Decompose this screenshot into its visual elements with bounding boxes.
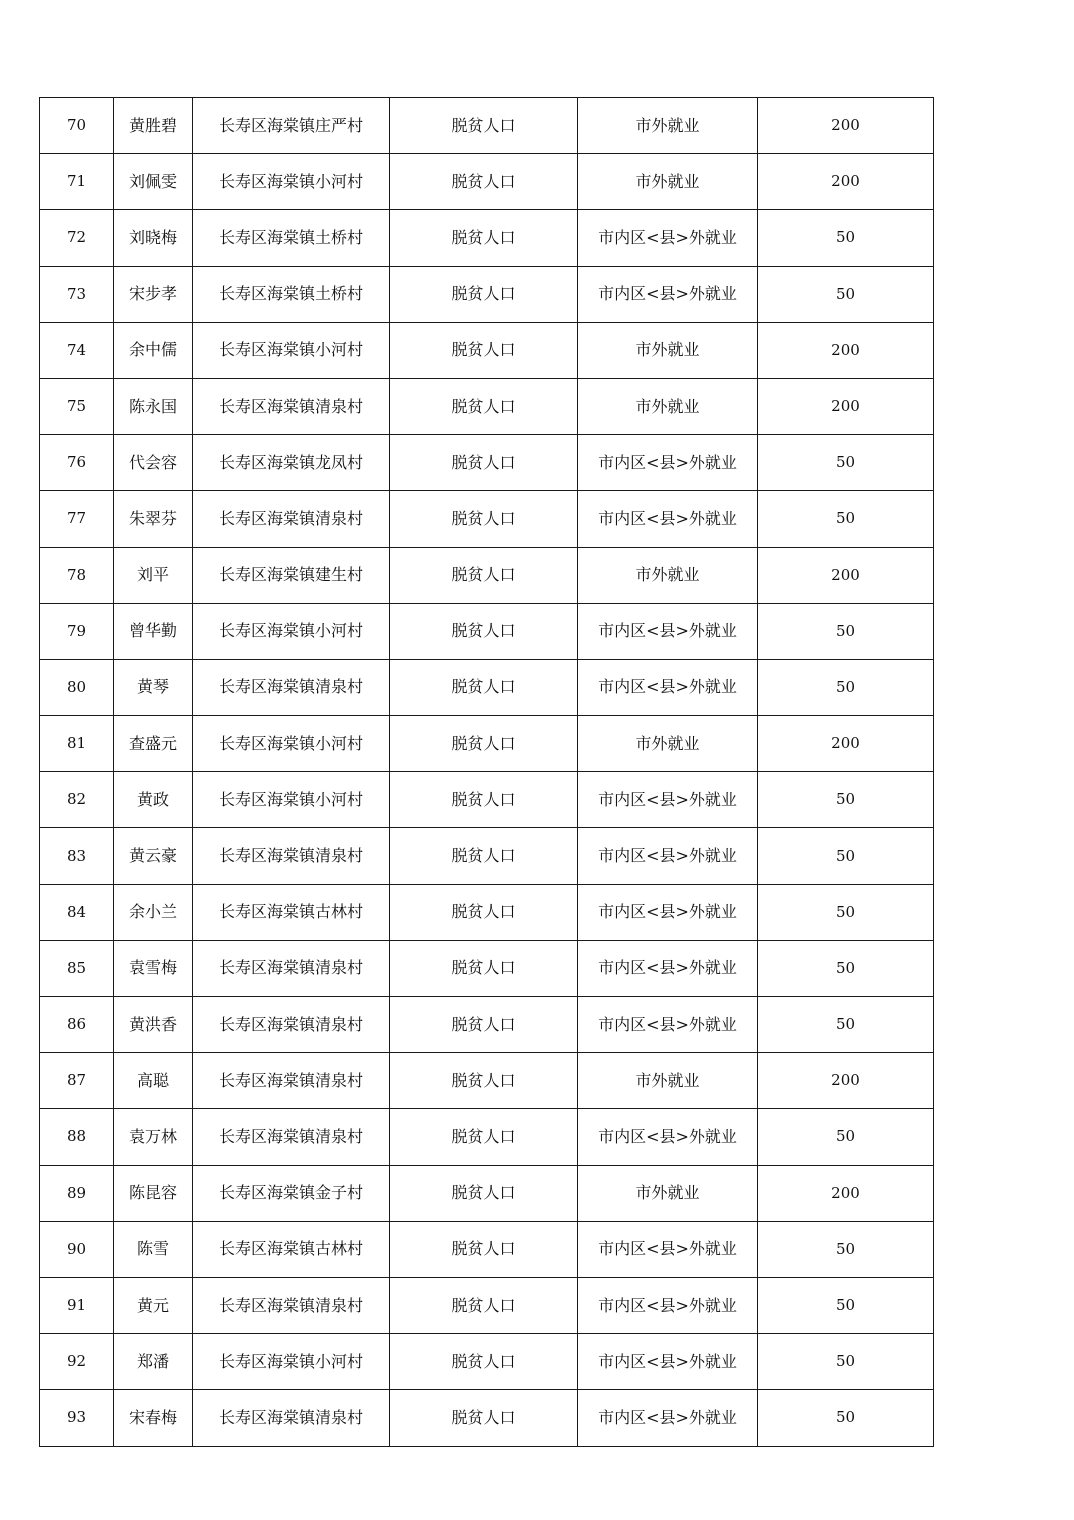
cell-name: 黄洪香 <box>114 997 193 1053</box>
table-row <box>40 378 934 434</box>
cell-no: 78 <box>40 547 114 603</box>
cell-amount: 50 <box>758 1390 934 1446</box>
cell-amount: 200 <box>758 716 934 772</box>
cell-address: 长寿区海棠镇金子村 <box>193 1165 390 1221</box>
table-row <box>40 547 934 603</box>
cell-name: 黄胜碧 <box>114 98 193 154</box>
table-row <box>40 772 934 828</box>
cell-category: 脱贫人口 <box>390 378 578 434</box>
cell-category: 脱贫人口 <box>390 1390 578 1446</box>
cell-no: 82 <box>40 772 114 828</box>
cell-category: 脱贫人口 <box>390 1277 578 1333</box>
cell-employment: 市外就业 <box>578 98 758 154</box>
cell-no: 83 <box>40 828 114 884</box>
cell-amount: 50 <box>758 1221 934 1277</box>
cell-name: 代会容 <box>114 435 193 491</box>
cell-address: 长寿区海棠镇建生村 <box>193 547 390 603</box>
cell-amount: 200 <box>758 547 934 603</box>
cell-category: 脱贫人口 <box>390 716 578 772</box>
table-row <box>40 1053 934 1109</box>
table-row <box>40 1109 934 1165</box>
cell-no: 93 <box>40 1390 114 1446</box>
cell-category: 脱贫人口 <box>390 547 578 603</box>
cell-category: 脱贫人口 <box>390 1334 578 1390</box>
cell-amount: 50 <box>758 997 934 1053</box>
cell-name: 袁雪梅 <box>114 940 193 996</box>
cell-name: 曾华勤 <box>114 603 193 659</box>
cell-employment: 市内区<县>外就业 <box>578 1277 758 1333</box>
cell-address: 长寿区海棠镇清泉村 <box>193 997 390 1053</box>
cell-employment: 市外就业 <box>578 378 758 434</box>
cell-no: 90 <box>40 1221 114 1277</box>
cell-name: 黄云豪 <box>114 828 193 884</box>
cell-no: 77 <box>40 491 114 547</box>
table-row <box>40 940 934 996</box>
cell-no: 85 <box>40 940 114 996</box>
cell-amount: 200 <box>758 378 934 434</box>
cell-employment: 市内区<县>外就业 <box>578 884 758 940</box>
cell-name: 陈昆容 <box>114 1165 193 1221</box>
cell-employment: 市内区<县>外就业 <box>578 266 758 322</box>
cell-category: 脱贫人口 <box>390 154 578 210</box>
cell-name: 查盛元 <box>114 716 193 772</box>
cell-category: 脱贫人口 <box>390 828 578 884</box>
cell-address: 长寿区海棠镇清泉村 <box>193 1277 390 1333</box>
cell-name: 黄琴 <box>114 659 193 715</box>
cell-category: 脱贫人口 <box>390 98 578 154</box>
cell-amount: 50 <box>758 1109 934 1165</box>
cell-amount: 200 <box>758 1165 934 1221</box>
cell-employment: 市外就业 <box>578 547 758 603</box>
cell-amount: 200 <box>758 154 934 210</box>
table-row <box>40 828 934 884</box>
cell-category: 脱贫人口 <box>390 603 578 659</box>
cell-address: 长寿区海棠镇龙凤村 <box>193 435 390 491</box>
cell-name: 黄元 <box>114 1277 193 1333</box>
cell-name: 陈永国 <box>114 378 193 434</box>
cell-name: 陈雪 <box>114 1221 193 1277</box>
table-row <box>40 716 934 772</box>
table-row <box>40 997 934 1053</box>
cell-no: 74 <box>40 322 114 378</box>
table-row <box>40 435 934 491</box>
cell-amount: 50 <box>758 828 934 884</box>
table-row <box>40 98 934 154</box>
cell-no: 72 <box>40 210 114 266</box>
cell-employment: 市内区<县>外就业 <box>578 603 758 659</box>
table-row <box>40 659 934 715</box>
cell-category: 脱贫人口 <box>390 435 578 491</box>
cell-employment: 市内区<县>外就业 <box>578 659 758 715</box>
cell-no: 92 <box>40 1334 114 1390</box>
cell-address: 长寿区海棠镇小河村 <box>193 322 390 378</box>
cell-employment: 市外就业 <box>578 322 758 378</box>
table-row <box>40 1390 934 1446</box>
table-row <box>40 491 934 547</box>
cell-address: 长寿区海棠镇清泉村 <box>193 659 390 715</box>
cell-employment: 市内区<县>外就业 <box>578 491 758 547</box>
cell-employment: 市内区<县>外就业 <box>578 435 758 491</box>
cell-category: 脱贫人口 <box>390 1165 578 1221</box>
table-row <box>40 154 934 210</box>
cell-no: 71 <box>40 154 114 210</box>
cell-employment: 市内区<县>外就业 <box>578 1109 758 1165</box>
cell-employment: 市内区<县>外就业 <box>578 828 758 884</box>
cell-category: 脱贫人口 <box>390 1109 578 1165</box>
cell-address: 长寿区海棠镇小河村 <box>193 716 390 772</box>
cell-name: 袁万林 <box>114 1109 193 1165</box>
cell-no: 81 <box>40 716 114 772</box>
cell-employment: 市内区<县>外就业 <box>578 997 758 1053</box>
cell-address: 长寿区海棠镇清泉村 <box>193 940 390 996</box>
cell-address: 长寿区海棠镇清泉村 <box>193 1053 390 1109</box>
cell-category: 脱贫人口 <box>390 772 578 828</box>
table-row <box>40 1277 934 1333</box>
cell-employment: 市外就业 <box>578 1053 758 1109</box>
cell-category: 脱贫人口 <box>390 940 578 996</box>
cell-name: 余小兰 <box>114 884 193 940</box>
cell-name: 余中儒 <box>114 322 193 378</box>
cell-employment: 市内区<县>外就业 <box>578 772 758 828</box>
cell-employment: 市内区<县>外就业 <box>578 1334 758 1390</box>
cell-category: 脱贫人口 <box>390 1221 578 1277</box>
table-row <box>40 266 934 322</box>
cell-employment: 市内区<县>外就业 <box>578 210 758 266</box>
cell-no: 73 <box>40 266 114 322</box>
cell-employment: 市外就业 <box>578 154 758 210</box>
cell-category: 脱贫人口 <box>390 884 578 940</box>
cell-address: 长寿区海棠镇庄严村 <box>193 98 390 154</box>
table-row <box>40 603 934 659</box>
table-row <box>40 884 934 940</box>
cell-category: 脱贫人口 <box>390 210 578 266</box>
cell-name: 朱翠芬 <box>114 491 193 547</box>
subsidy-table <box>39 97 934 1447</box>
cell-address: 长寿区海棠镇小河村 <box>193 154 390 210</box>
cell-address: 长寿区海棠镇清泉村 <box>193 378 390 434</box>
cell-amount: 50 <box>758 940 934 996</box>
cell-amount: 50 <box>758 884 934 940</box>
cell-name: 刘晓梅 <box>114 210 193 266</box>
cell-address: 长寿区海棠镇清泉村 <box>193 491 390 547</box>
cell-address: 长寿区海棠镇土桥村 <box>193 210 390 266</box>
cell-category: 脱贫人口 <box>390 1053 578 1109</box>
cell-no: 84 <box>40 884 114 940</box>
cell-address: 长寿区海棠镇清泉村 <box>193 1390 390 1446</box>
cell-amount: 50 <box>758 772 934 828</box>
cell-address: 长寿区海棠镇小河村 <box>193 1334 390 1390</box>
cell-category: 脱贫人口 <box>390 266 578 322</box>
cell-name: 刘佩雯 <box>114 154 193 210</box>
cell-amount: 50 <box>758 266 934 322</box>
cell-address: 长寿区海棠镇清泉村 <box>193 828 390 884</box>
cell-address: 长寿区海棠镇清泉村 <box>193 1109 390 1165</box>
table-row <box>40 1221 934 1277</box>
table-row <box>40 210 934 266</box>
cell-address: 长寿区海棠镇古林村 <box>193 884 390 940</box>
cell-name: 高聪 <box>114 1053 193 1109</box>
cell-no: 70 <box>40 98 114 154</box>
cell-amount: 50 <box>758 1277 934 1333</box>
cell-address: 长寿区海棠镇土桥村 <box>193 266 390 322</box>
cell-address: 长寿区海棠镇小河村 <box>193 772 390 828</box>
cell-amount: 50 <box>758 603 934 659</box>
cell-no: 76 <box>40 435 114 491</box>
cell-amount: 50 <box>758 659 934 715</box>
cell-amount: 200 <box>758 1053 934 1109</box>
cell-employment: 市外就业 <box>578 716 758 772</box>
cell-amount: 50 <box>758 491 934 547</box>
cell-name: 郑潘 <box>114 1334 193 1390</box>
cell-category: 脱贫人口 <box>390 491 578 547</box>
cell-category: 脱贫人口 <box>390 322 578 378</box>
cell-amount: 200 <box>758 98 934 154</box>
cell-no: 89 <box>40 1165 114 1221</box>
cell-employment: 市外就业 <box>578 1165 758 1221</box>
cell-employment: 市内区<县>外就业 <box>578 940 758 996</box>
cell-amount: 50 <box>758 210 934 266</box>
cell-employment: 市内区<县>外就业 <box>578 1221 758 1277</box>
cell-amount: 50 <box>758 435 934 491</box>
cell-no: 80 <box>40 659 114 715</box>
cell-amount: 200 <box>758 322 934 378</box>
cell-address: 长寿区海棠镇小河村 <box>193 603 390 659</box>
cell-no: 86 <box>40 997 114 1053</box>
cell-category: 脱贫人口 <box>390 997 578 1053</box>
table-row <box>40 1334 934 1390</box>
cell-name: 黄政 <box>114 772 193 828</box>
cell-employment: 市内区<县>外就业 <box>578 1390 758 1446</box>
cell-no: 88 <box>40 1109 114 1165</box>
cell-no: 79 <box>40 603 114 659</box>
cell-name: 刘平 <box>114 547 193 603</box>
cell-name: 宋春梅 <box>114 1390 193 1446</box>
cell-category: 脱贫人口 <box>390 659 578 715</box>
table-body <box>40 98 934 1447</box>
cell-name: 宋步孝 <box>114 266 193 322</box>
table-row <box>40 322 934 378</box>
cell-no: 87 <box>40 1053 114 1109</box>
cell-no: 75 <box>40 378 114 434</box>
cell-no: 91 <box>40 1277 114 1333</box>
table-row <box>40 1165 934 1221</box>
cell-amount: 50 <box>758 1334 934 1390</box>
cell-address: 长寿区海棠镇古林村 <box>193 1221 390 1277</box>
